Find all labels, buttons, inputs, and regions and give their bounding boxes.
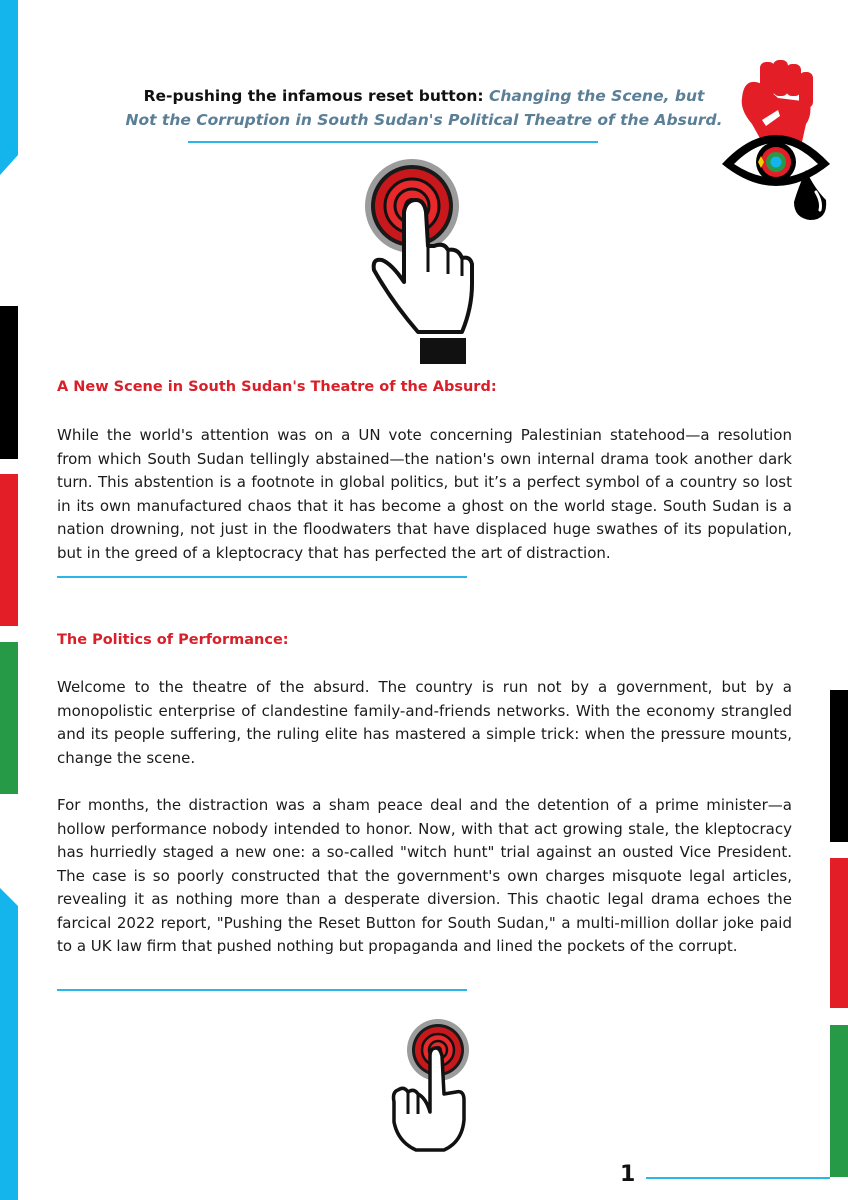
section-1-paragraph-1: While the world's attention was on a UN vote concerning Palestinian statehood—a resolution from which South Sudan tellingly abstained—the nation's own internal drama took another dark turn. This abstention is a footnote in global politics, but it’s a perfect symbol of a country so lost in its own manufactured chaos that it has become a ghost on the world stage. South Sudan is a nation drowning, not just in the floodwaters that have displaced huge swathes of its population, but in the greed of a kleptocracy that has perfected the art of distraction. [57,426,792,562]
title-underline [188,141,598,143]
page-title [60,84,788,132]
right-red-bar [830,858,848,1008]
right-green-bar [830,1025,848,1177]
left-edge-decoration [0,0,20,1200]
title-italic-line-1: Changing the Scene, but [488,87,705,105]
eye-icon [722,135,830,186]
fist-eye-tear-logo [718,58,834,224]
page-number: 1 [620,1162,636,1187]
section-1-divider [57,576,467,578]
raised-fist-icon [742,60,813,142]
left-blue-bottom-bar [0,888,18,1200]
section-2-divider [57,989,467,991]
section-2-paragraph-1: Welcome to the theatre of the absurd. The country is run not by a government, but by a monopolistic enterprise of clandestine family-and-friends networks. With the economy strangled and its people suffering, the ruling elite has mastered a simple trick: when the pressure mounts, change the scene. [57,678,792,767]
left-green-bar [0,642,18,794]
left-red-bar [0,474,18,626]
section-heading-1: A New Scene in South Sudan's Theatre of the Absurd: [57,379,497,395]
left-black-bar [0,306,18,459]
left-blue-top-bar [0,0,18,175]
reset-button-hand-icon [352,152,482,366]
title-italic-line-2: Not the Corruption in South Sudan's Political Theatre of the Absurd. [125,111,723,129]
small-reset-button-hand-icon [388,1016,472,1154]
right-black-bar [830,690,848,842]
section-2-paragraph-2: For months, the distraction was a sham peace deal and the detention of a prime minister—a hollow performance nobody intended to honor. Now, with that act growing stale, the kleptocracy has hurriedly staged a new one: a so-called "witch hunt" trial against an ousted Vice President. The case is so poorly constructed that the government's own charges misquote legal articles, revealing it as nothing more than a desperate diversion. This chaotic legal drama echoes the farcical 2022 report, "Pushing the Reset Button for South Sudan," a multi-million dollar joke paid to a UK law firm that pushed nothing but propaganda and lined the pockets of the corrupt. [57,796,792,955]
footer-rule [646,1177,830,1179]
title-lead: Re-pushing the infamous reset button: [143,87,489,105]
section-heading-2: The Politics of Performance: [57,632,289,648]
